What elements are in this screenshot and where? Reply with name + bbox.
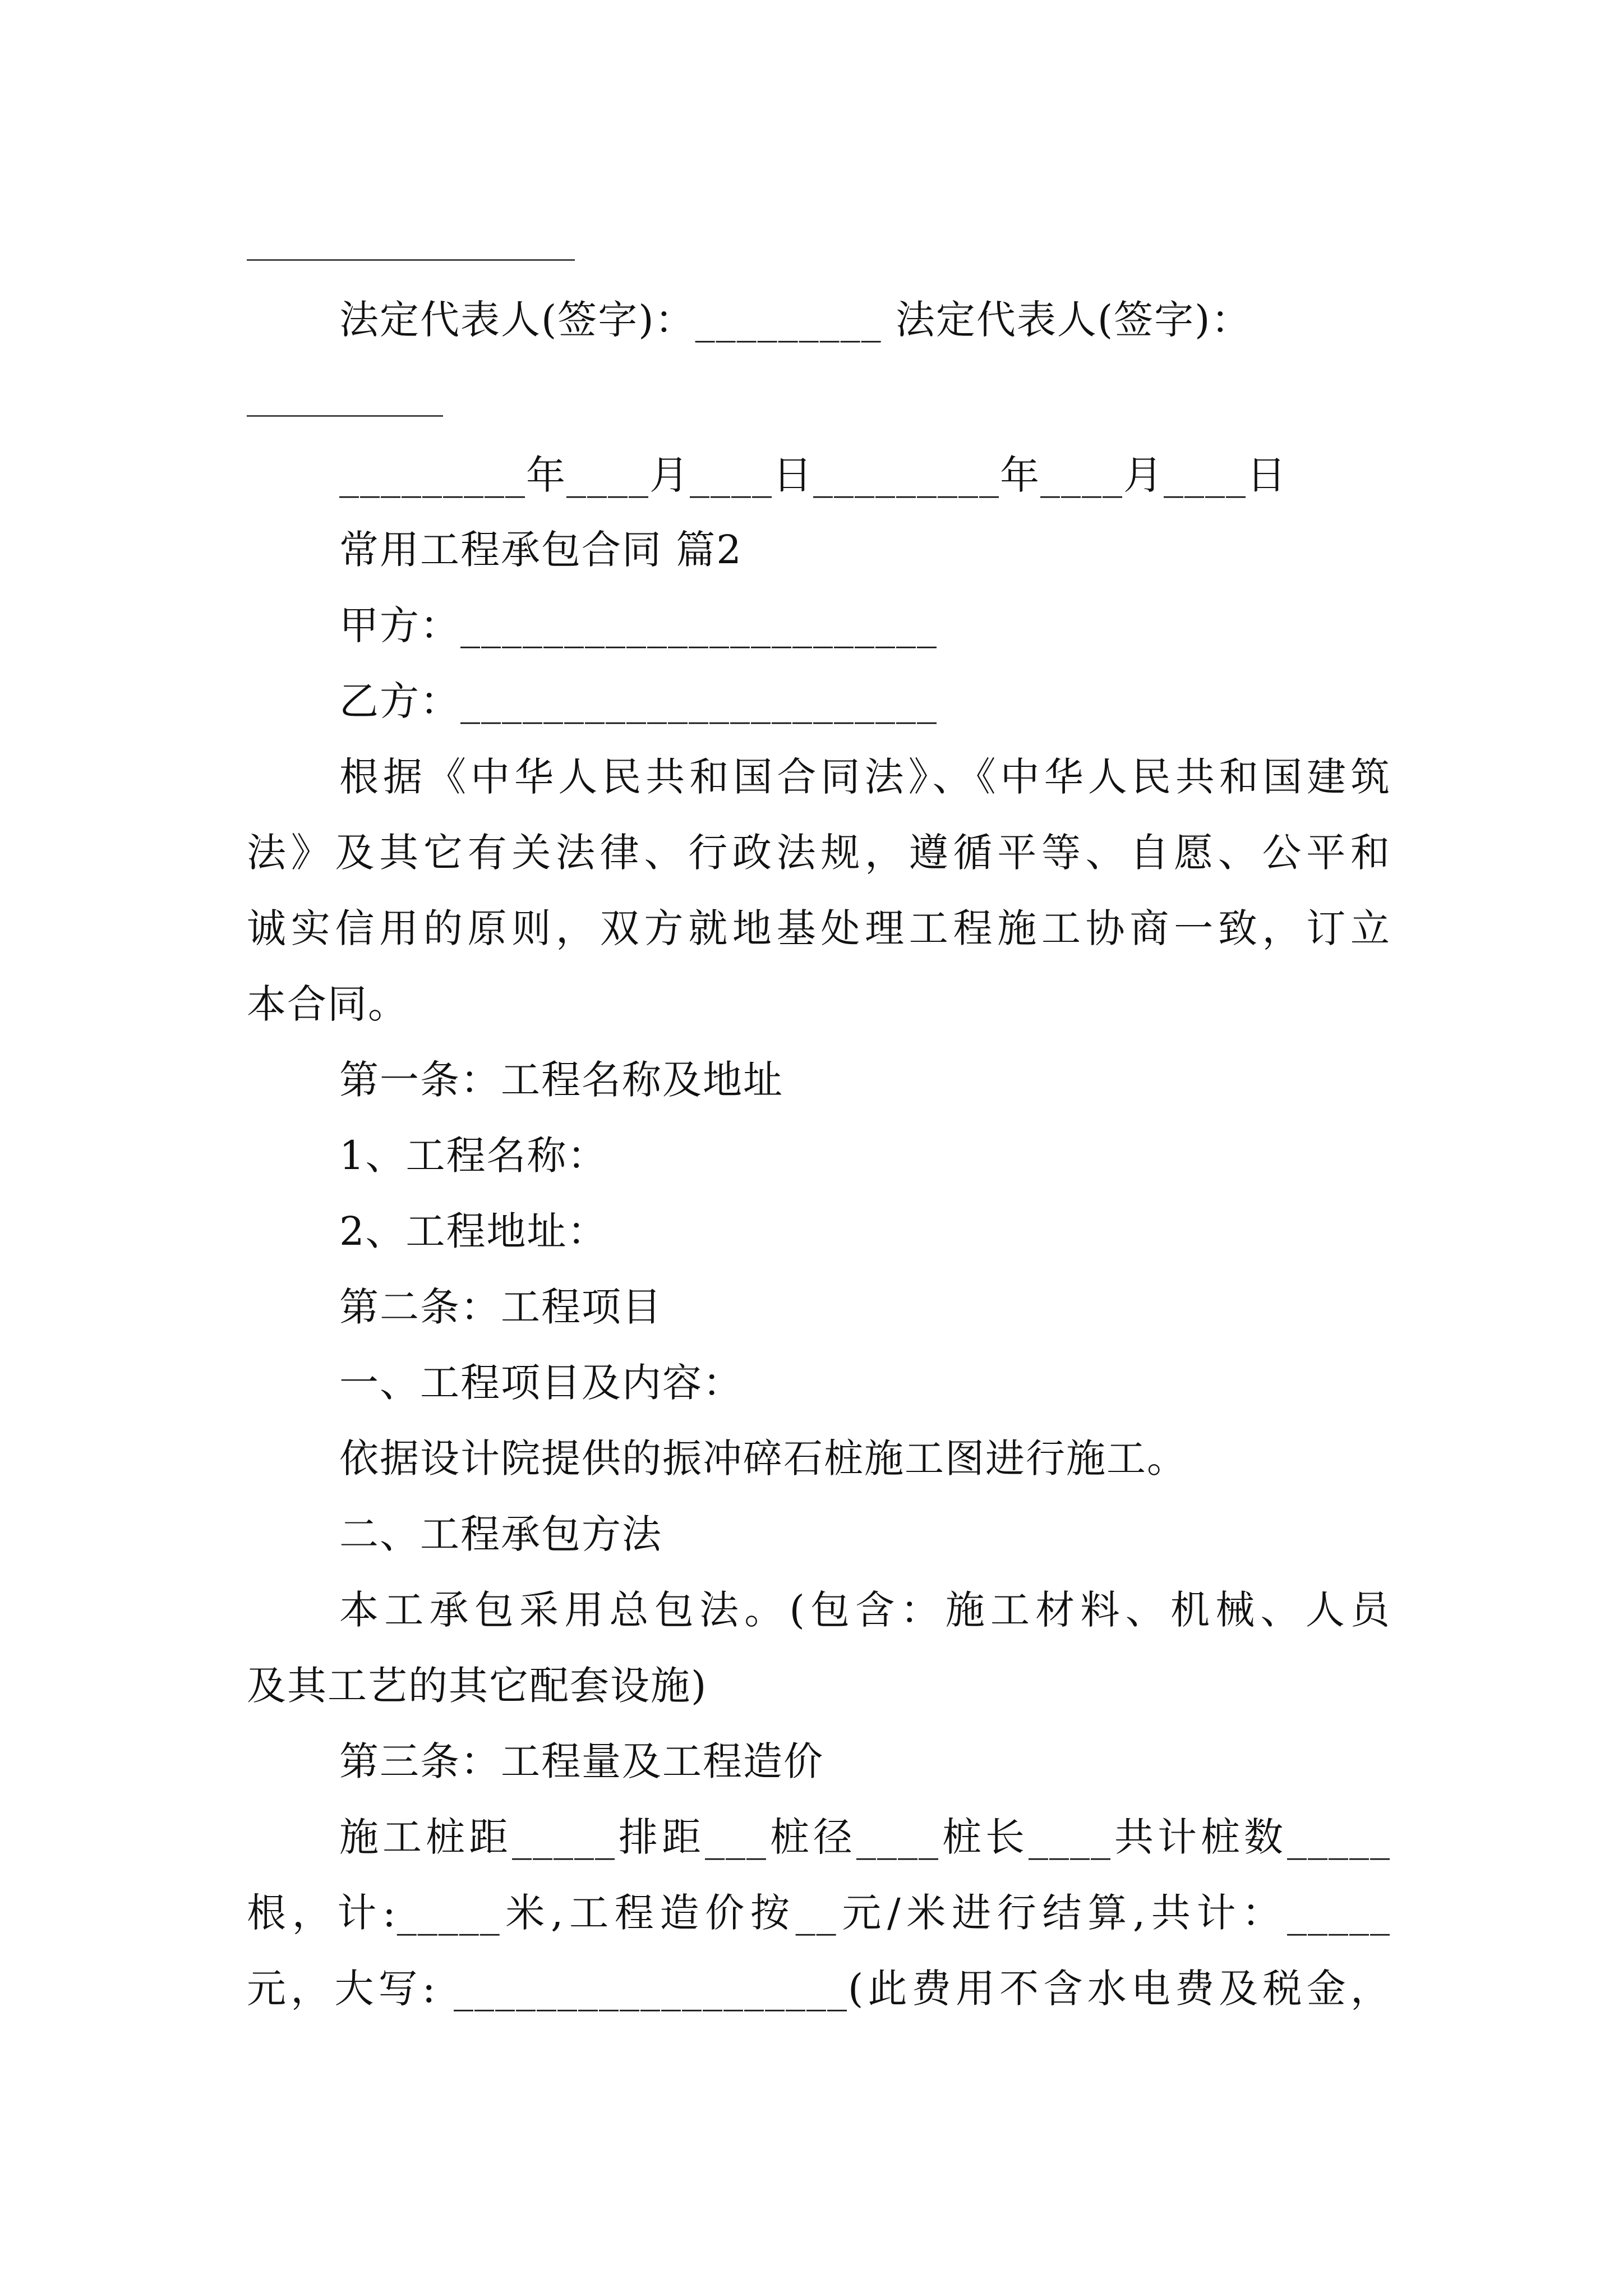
signature-rule: [247, 415, 443, 417]
list-item: 二、工程承包方法: [339, 1511, 662, 1557]
paragraph-line: 及其工艺的其它配套设施): [247, 1663, 708, 1709]
signature-line: 法定代表人(签字)：_________ 法定代表人(签字)：: [339, 297, 1252, 343]
paragraph-line: 本工承包采用总包法。(包含：施工材料、机械、人员: [339, 1587, 1391, 1633]
section-title: 常用工程承包合同 篇2: [339, 527, 743, 573]
paragraph-line: 根据《中华人民共和国合同法》、《中华人民共和国建筑: [339, 754, 1391, 800]
article-heading: 第二条：工程项目: [339, 1284, 662, 1330]
signature-rule: [247, 259, 575, 261]
paragraph-line: 元，大写: ___________________(此费用不含水电费及税金，: [247, 1966, 1391, 2012]
article-heading: 第三条：工程量及工程造价: [339, 1738, 824, 1784]
paragraph-line: 根，计:_____米,工程造价按__元/米进行结算,共计：_____: [247, 1890, 1391, 1936]
paragraph-line: 施工桩距_____排距___桩径____桩长____共计桩数_____: [339, 1814, 1391, 1860]
list-item: 2、工程地址：: [339, 1208, 608, 1254]
paragraph-line: 依据设计院提供的振冲碎石桩施工图进行施工。: [339, 1435, 1187, 1481]
paragraph-line: 诚实信用的原则，双方就地基处理工程施工协商一致，订立: [247, 905, 1391, 951]
date-line: _________年____月____日_________年____月____日: [339, 452, 1287, 498]
party-a-line: 甲方：_______________________: [339, 602, 938, 648]
list-item: 一、工程项目及内容：: [339, 1360, 743, 1406]
party-b-line: 乙方：_______________________: [339, 678, 938, 724]
paragraph-line: 本合同。: [247, 981, 408, 1027]
article-heading: 第一条：工程名称及地址: [339, 1057, 783, 1103]
list-item: 1、工程名称：: [339, 1133, 608, 1179]
paragraph-line: 法》及其它有关法律、行政法规，遵循平等、自愿、公平和: [247, 830, 1391, 876]
